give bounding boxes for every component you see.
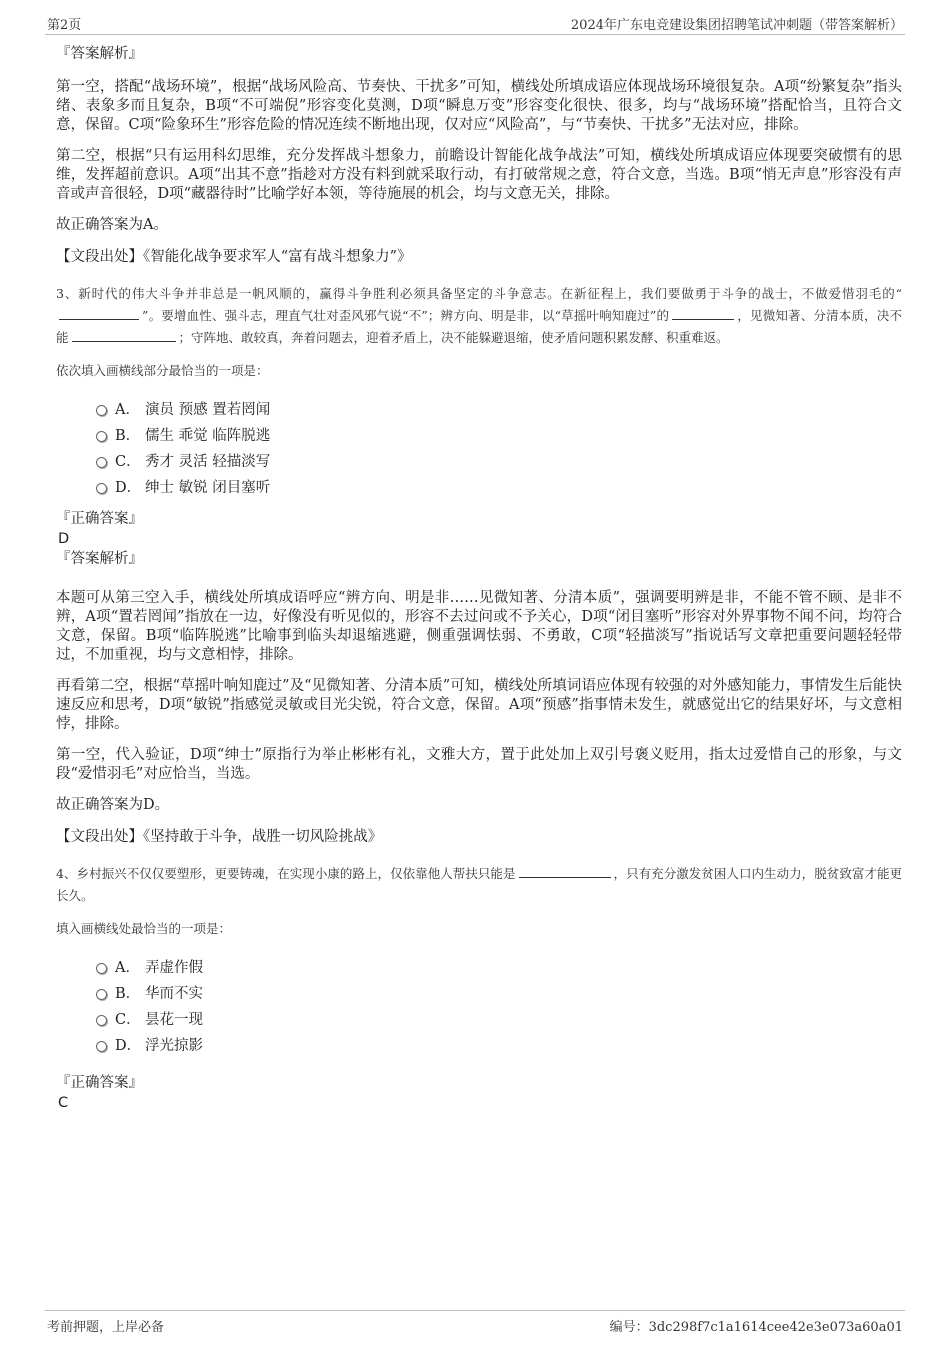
blank-line [519, 864, 611, 878]
option-letter: B． [115, 428, 141, 444]
option-text: 绅士 敏锐 闭目塞听 [145, 480, 271, 496]
option-letter: D． [115, 1038, 142, 1054]
q2-analysis-section [56, 44, 902, 267]
option-letter: C． [115, 454, 141, 470]
q4-option-a[interactable] [96, 955, 902, 981]
page-header [45, 14, 905, 35]
blank-line [672, 306, 734, 320]
footer-slogan: 考前押题，上岸必备 [47, 1320, 165, 1335]
radio-icon[interactable] [96, 405, 107, 416]
radio-icon[interactable] [96, 431, 107, 442]
page-footer [45, 1310, 905, 1335]
q2-analysis-paragraph: 第一空，搭配“战场环境”，根据“战场风险高、节奏快、干扰多”可知，横线处所填成语应体现战场环境很复杂。A项“纷繁复杂”指头绪、表象多而且复杂，B项“不可端倪”形容变化莫测，D项“瞬息万变”形容变化很快、很多，均与“战场环境”搭配恰当，且符合文意，保留。C项“险象环生”形容危险的情况连续不断地出现，仅对应“风险高”，与“节奏快、干扰多”无法对应，排除。 [56, 79, 902, 133]
q3-stem-part: ”。要增血性、强斗志，理直气壮对歪风邪气说“不”；辨方向、明是非，以“草摇叶响知鹿过”的 [142, 308, 670, 323]
q4-stem [56, 863, 902, 907]
option-text: 弄虚作假 [145, 960, 203, 976]
q2-analysis-paragraph: 第二空，根据“只有运用科幻思维，充分发挥战斗想象力，前瞻设计智能化战争战法”可知，横线处所填成语应体现要突破惯有的思维，发挥超前意识。A项“出其不意”指趁对方没有料到就采取行动，有打破常规之意，符合文意，当选。B项“悄无声息”形容没有声音或声音很轻，D项“藏器待时”比喻学好本领，等待施展的机会，均与文意无关，排除。 [56, 148, 902, 202]
q2-analysis-label: 『答案解析』 [56, 46, 143, 62]
q3-analysis-paragraph: 第一空，代入验证，D项“绅士”原指行为举止彬彬有礼，文雅大方，置于此处加上双引号褒义贬用，指太过爱惜自己的形象，与文段“爱惜羽毛”对应恰当，当选。 [56, 747, 902, 782]
blank-line [72, 328, 176, 342]
radio-icon[interactable] [96, 1015, 107, 1026]
document-title: 2024年广东电竞建设集团招聘笔试冲刺题（带答案解析） [570, 18, 903, 33]
q3-conclusion: 故正确答案为D。 [56, 797, 170, 813]
option-letter: D． [115, 480, 142, 496]
option-letter: A． [115, 402, 140, 418]
option-letter: C． [115, 1012, 141, 1028]
q4-stem-part: 4、乡村振兴不仅仅要塑形，更要铸魂，在实现小康的路上，仅依靠他人帮扶只能是 [56, 866, 516, 881]
q4-prompt: 填入画横线处最恰当的一项是： [56, 921, 232, 936]
option-letter: A． [115, 960, 140, 976]
option-text: 秀才 灵活 轻描淡写 [145, 454, 271, 470]
option-text: 昙花一现 [145, 1012, 203, 1028]
q3-stem [56, 283, 902, 349]
q4-options [96, 955, 902, 1059]
q3-stem-part: ，见微知著、分清本质，决不能 [56, 308, 902, 345]
q3-option-b[interactable] [96, 423, 902, 449]
q4-stem-part: ，只有充分激发贫困人口内生动力，脱贫致富才能更长久。 [56, 866, 902, 903]
option-text: 浮光掠影 [145, 1038, 203, 1054]
document-id: 编号：3dc298f7c1a1614cee42e3e073a60a01 [609, 1320, 903, 1335]
radio-icon[interactable] [96, 457, 107, 468]
q3-analysis-paragraph: 本题可从第三空入手，横线处所填成语呼应“辨方向、明是非……见微知著、分清本质”，强调要明辨是非，不能不管不顾、是非不辨，A项“置若罔闻”指放在一边，好像没有听见似的，形容不去过问或不予关心，D项“闭目塞听”形容对外界事物不闻不问，均符合文意，保留。B项“临阵脱逃”比喻事到临头却退缩逃避，侧重强调怯弱、不勇敢，C项“轻描淡写”指说话写文章把重要问题轻轻带过，不加重视，均与文意相悖，排除。 [56, 590, 902, 663]
page-number: 第2页 [47, 18, 82, 33]
option-text: 华而不实 [145, 986, 203, 1002]
radio-icon[interactable] [96, 989, 107, 1000]
q3-stem-part: ；守阵地、敢较真，奔着问题去，迎着矛盾上，决不能躲避退缩，使矛盾问题积累发酵、积重难返。 [178, 330, 729, 345]
q3-stem-part: 3、新时代的伟大斗争并非总是一帆风顺的，赢得斗争胜利必须具备坚定的斗争意志。在新征程上，我们要做勇于斗争的战士，不做爱惜羽毛的“ [56, 286, 902, 301]
page-content [56, 44, 902, 1113]
blank-line [59, 306, 139, 320]
q4-answer-label: 『正确答案』 [56, 1075, 143, 1091]
q4-option-c[interactable] [96, 1007, 902, 1033]
q3-answer-label: 『正确答案』 [56, 511, 143, 527]
q4-option-d[interactable] [96, 1033, 902, 1059]
q4-option-b[interactable] [96, 981, 902, 1007]
question-3 [56, 283, 902, 847]
radio-icon[interactable] [96, 1041, 107, 1052]
q3-source: 【文段出处】《坚持敢于斗争，战胜一切风险挑战》 [56, 829, 383, 845]
radio-icon[interactable] [96, 963, 107, 974]
q3-option-c[interactable] [96, 449, 902, 475]
q2-source: 【文段出处】《智能化战争要求军人“富有战斗想象力”》 [56, 249, 412, 265]
q3-analysis-label: 『答案解析』 [56, 551, 143, 567]
option-letter: B． [115, 986, 141, 1002]
q3-option-d[interactable] [96, 475, 902, 501]
question-4 [56, 863, 902, 1113]
q3-answer-value: D [58, 531, 70, 547]
q2-conclusion: 故正确答案为A。 [56, 217, 168, 233]
option-text: 儒生 乖觉 临阵脱逃 [145, 428, 271, 444]
q3-options [96, 397, 902, 501]
q4-answer-value: C [58, 1095, 69, 1111]
q3-option-a[interactable] [96, 397, 902, 423]
option-text: 演员 预感 置若罔闻 [145, 402, 271, 418]
radio-icon[interactable] [96, 483, 107, 494]
q3-analysis-paragraph: 再看第二空，根据“草摇叶响知鹿过”及“见微知著、分清本质”可知，横线处所填词语应体现有较强的对外感知能力，事情发生后能快速反应和思考，D项“敏锐”指感觉灵敏或目光尖锐，符合文意，保留。A项“预感”指事情未发生，就感觉出它的结果好坏，与文意相悖，排除。 [56, 678, 902, 732]
q3-prompt: 依次填入画横线部分最恰当的一项是： [56, 363, 269, 378]
